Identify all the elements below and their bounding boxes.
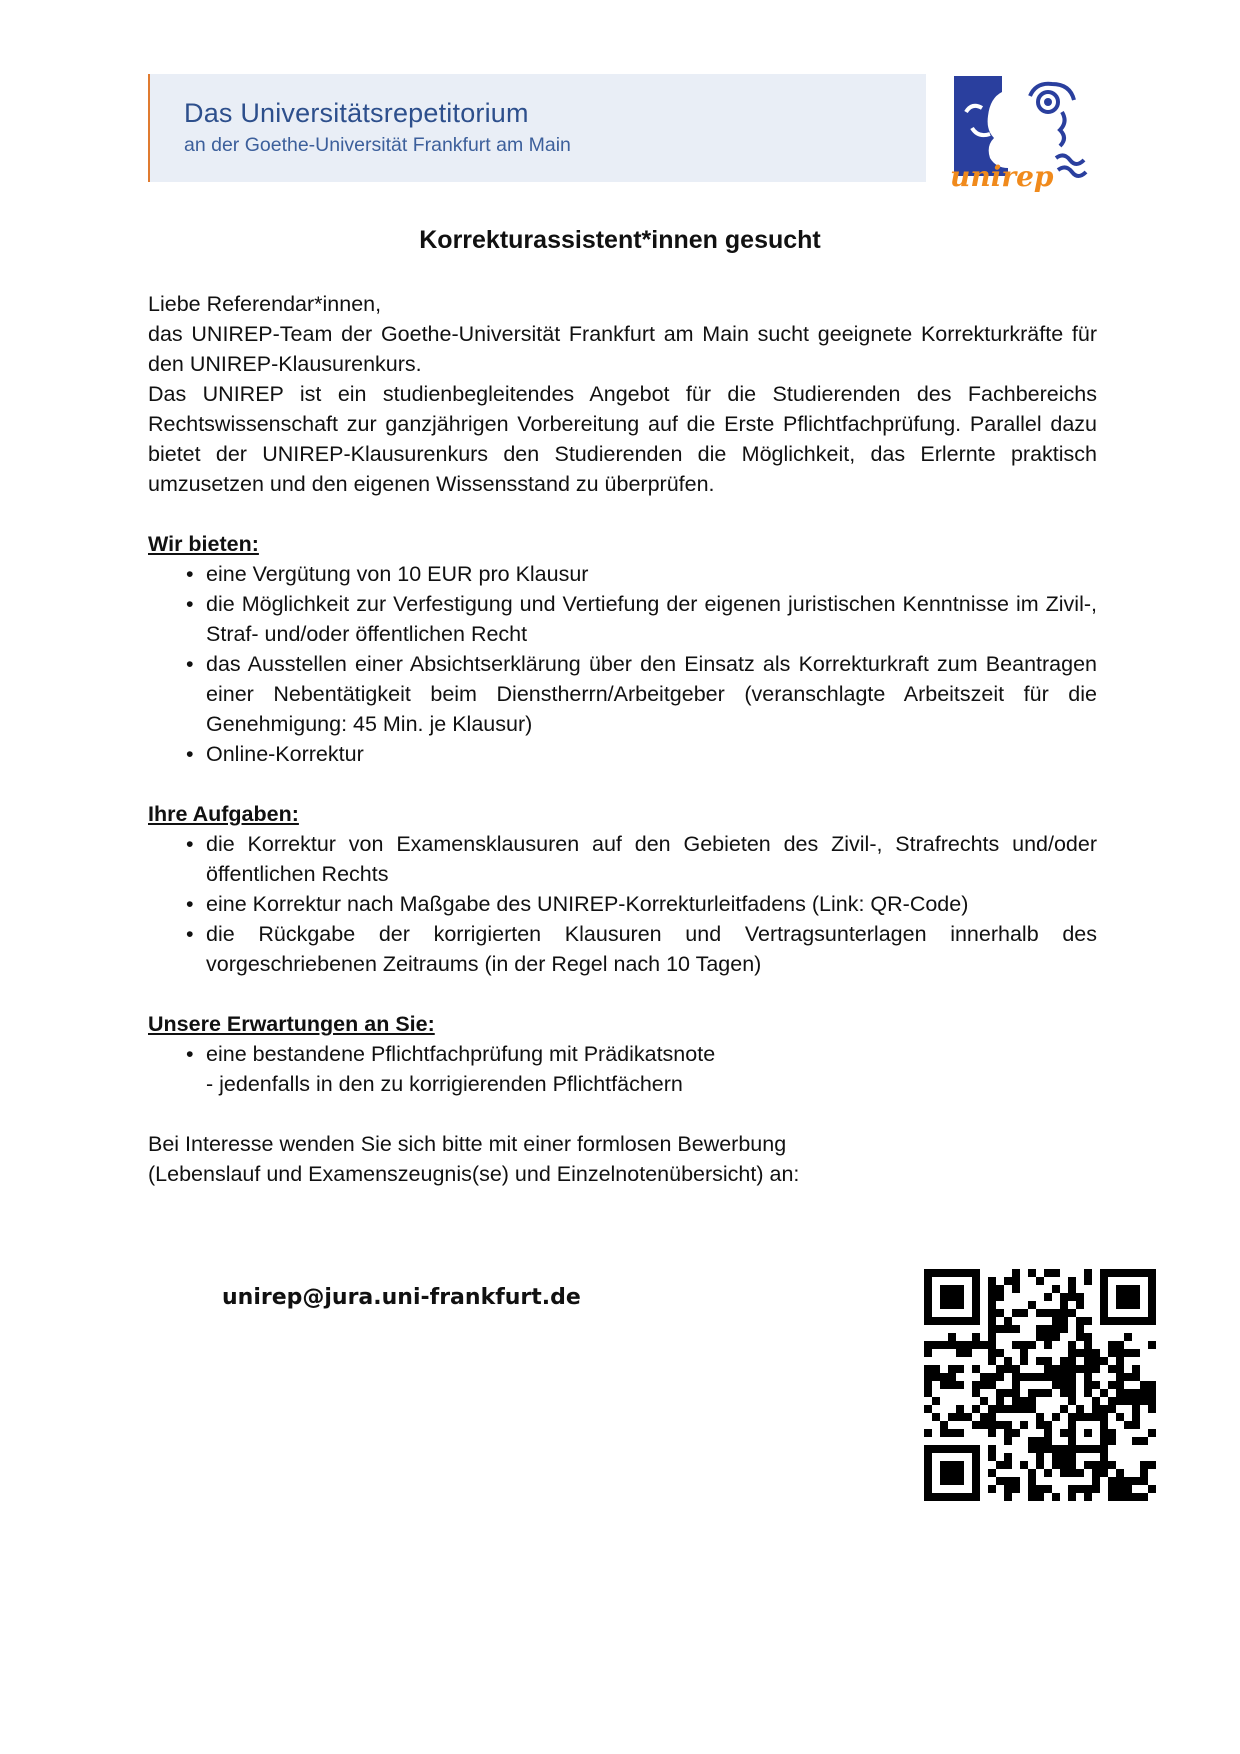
list-item: • eine bestandene Pflichtfachprüfung mit Prädikatsnote	[186, 1039, 1097, 1069]
qr-code[interactable]	[924, 1269, 1156, 1501]
expectations-subline: - jedenfalls in den zu korrigierenden Pflichtfächern	[206, 1072, 683, 1096]
closing-line-2: (Lebenslauf und Examenszeugnis(se) und Einzelnotenübersicht) an:	[148, 1162, 800, 1186]
list-item: • die Möglichkeit zur Verfestigung und Vertiefung der eigenen juristischen Kenntnisse im Zivil-, Straf- und/oder öffentlichen Recht	[186, 589, 1097, 649]
list-item: • Online-Korrektur	[186, 739, 1097, 769]
page-title: Korrekturassistent*innen gesucht	[419, 226, 821, 254]
header-band	[148, 74, 926, 182]
bullet-icon: •	[186, 1042, 194, 1066]
list-item: • das Ausstellen einer Absichtserklärung über den Einsatz als Korrekturkraft zum Beantragen einer Nebentätigkeit beim Dienstherrn/Arbeitgeber (veranschlagte Arbeitszeit für die Genehmigung: 45 Min. je Klausur)	[186, 649, 1097, 739]
logo-text: unirep	[950, 160, 1054, 193]
tasks-heading: Ihre Aufgaben:	[148, 802, 299, 826]
intro-paragraph-1: das UNIREP-Team der Goethe-Universität Frankfurt am Main sucht geeignete Korrekturkräfte für den UNIREP-Klausurenkurs.	[148, 322, 1097, 376]
tasks-list	[148, 829, 1097, 979]
qr-code-icon	[924, 1269, 1156, 1501]
list-item: • die Korrektur von Examensklausuren auf den Gebieten des Zivil-, Strafrechts und/oder öffentlichen Rechts	[186, 829, 1097, 889]
bullet-icon: •	[186, 742, 194, 766]
header-subtitle: an der Goethe-Universität Frankfurt am Main	[184, 134, 571, 156]
bullet-icon: •	[186, 892, 194, 916]
list-item: • die Rückgabe der korrigierten Klausuren und Vertragsunterlagen innerhalb des vorgeschriebenen Zeitraums (in der Regel nach 10 Tagen)	[186, 919, 1097, 979]
expectations-heading: Unsere Erwartungen an Sie:	[148, 1012, 435, 1036]
greeting: Liebe Referendar*innen,	[148, 292, 382, 316]
expectations-list	[148, 1039, 1097, 1069]
list-item: • eine Vergütung von 10 EUR pro Klausur	[186, 559, 1097, 589]
contact-email[interactable]: unirep@jura.uni-frankfurt.de	[222, 1285, 581, 1310]
intro-paragraph-2: Das UNIREP ist ein studienbegleitendes Angebot für die Studierenden des Fachbereichs Rechtswissenschaft zur ganzjährigen Vorbereitung auf die Erste Pflichtfachprüfung. Parallel dazu bietet der UNIREP-Klausurenkurs den Studierenden die Möglichkeit, das Erlernte praktisch umzusetzen und den eigenen Wissensstand zu überprüfen.	[148, 382, 1097, 496]
unirep-logo-icon	[946, 72, 1104, 194]
bullet-icon: •	[186, 652, 194, 676]
bullet-icon: •	[186, 562, 194, 586]
bullet-icon: •	[186, 832, 194, 856]
main-content	[148, 289, 1097, 1189]
bullet-icon: •	[186, 922, 194, 946]
closing-line-1: Bei Interesse wenden Sie sich bitte mit einer formlosen Bewerbung	[148, 1132, 787, 1156]
unirep-logo	[946, 72, 1104, 194]
offers-heading: Wir bieten:	[148, 532, 259, 556]
header-title: Das Universitätsrepetitorium	[184, 98, 529, 128]
offers-list	[148, 559, 1097, 769]
list-item: • eine Korrektur nach Maßgabe des UNIREP-Korrekturleitfadens (Link: QR-Code)	[186, 889, 1097, 919]
bullet-icon: •	[186, 592, 194, 616]
